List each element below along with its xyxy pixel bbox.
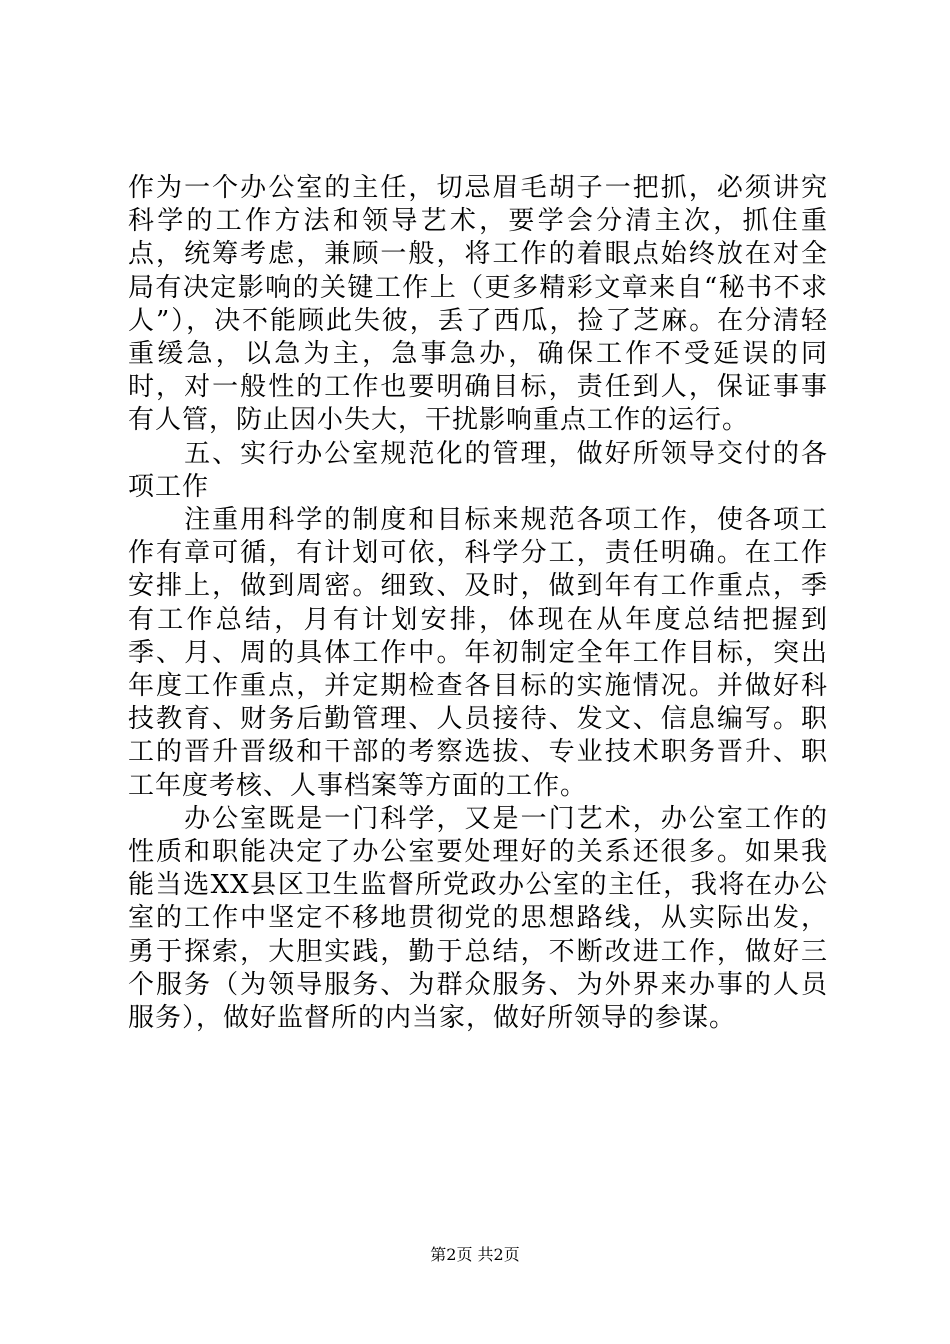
paragraph: 作为一个办公室的主任，切忌眉毛胡子一把抓，必须讲究科学的工作方法和领导艺术，要学会分清主次，抓住重点，统筹考虑，兼顾一般，将工作的着眼点始终放在对全局有决定影响的关键工作上（更多精彩文章来自“秘书不求人”），决不能顾此失彼，丢了西瓜，捡了芝麻。在分清轻重缓急，以急为主，急事急办，确保工作不受延误的同时，对一般性的工作也要明确目标，责任到人，保证事事有人管，防止因小失大，干扰影响重点工作的运行。: [128, 173, 828, 436]
paragraph: 注重用科学的制度和目标来规范各项工作，使各项工作有章可循，有计划可依，科学分工，责任明确。在工作安排上，做到周密。细致、及时，做到年有工作重点，季有工作总结，月有计划安排，体现在从年度总结把握到季、月、周的具体工作中。年初制定全年工作目标，突出年度工作重点，并定期检查各目标的实施情况。并做好科技教育、财务后勤管理、人员接待、发文、信息编写。职工的晋升晋级和干部的考察选拔、专业技术职务晋升、职工年度考核、人事档案等方面的工作。: [128, 505, 828, 801]
section-heading: 五、实行办公室规范化的管理，做好所领导交付的各项工作: [128, 438, 828, 502]
page-number-label: 第2页 共2页: [430, 1245, 520, 1264]
page-footer: [0, 1244, 950, 1266]
body-text: [128, 172, 828, 1035]
paragraph: 办公室既是一门科学，又是一门艺术，办公室工作的性质和职能决定了办公室要处理好的关系还很多。如果我能当选XX县区卫生监督所党政办公室的主任，我将在办公室的工作中坚定不移地贯彻党的思想路线，从实际出发，勇于探索，大胆实践，勤于总结，不断改进工作，做好三个服务（为领导服务、为群众服务、为外界来办事的人员服务），做好监督所的内当家，做好所领导的参谋。: [128, 803, 828, 1034]
